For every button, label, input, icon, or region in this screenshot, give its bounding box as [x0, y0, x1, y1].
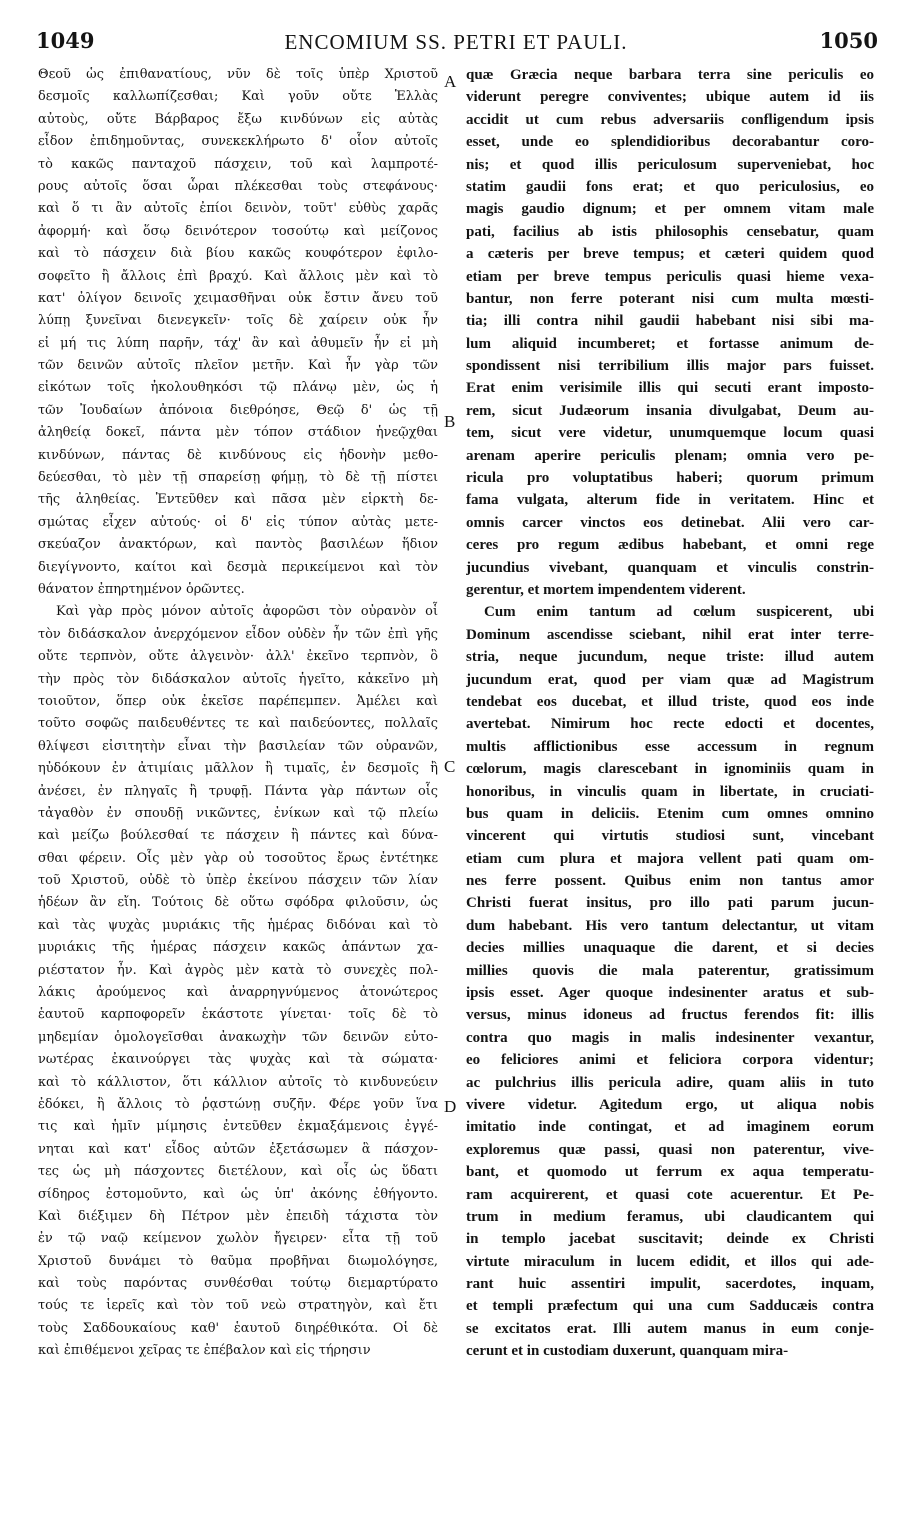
text-line: lum aliquid incumberet; et fortasse animum de-: [466, 335, 874, 352]
text-line: τῆς ἀληθείας. Ἐντεῦθεν καὶ πᾶσα μὲν εἱρκτὴ δε-: [38, 492, 438, 508]
text-line: bus quam in deliciis. Etenim cum omnes omnino: [466, 805, 874, 822]
text-line: ipsis esset. Ager quoque indesinenter aratus et sub-: [466, 985, 874, 1002]
running-title: ENCOMIUM SS. PETRI ET PAULI.: [284, 30, 628, 54]
text-line: esset, unde eo splendidioribus decorabantur coro-: [466, 134, 874, 151]
text-line: tem, sicut vere videtur, unumquemque locum quasi: [466, 425, 874, 442]
text-line: θάνατον ἐπηρτημένον ὁρῶντες.: [38, 581, 245, 597]
text-line: κινδύνων, πάντας δὲ κινδύνους εἰς ἡδονὴν μεθο-: [38, 447, 438, 463]
text-line: trum in medium feramus, ubi claudicantem qui: [466, 1208, 874, 1225]
text-line: ηὐδόκουν ἐν ἀτιμίαις μᾶλλον ἢ τιμαῖς, ἐν δεσμοῖς ἢ: [38, 761, 438, 777]
page-number-right: 1050: [819, 28, 878, 53]
text-line: dum habebant. His vero tantum delectantur, ut vitam: [466, 917, 874, 934]
text-line: ἀληθείᾳ δοκεῖ, πάντα μὲν τόπον στάδιον ἡνεῷχθαι: [38, 425, 438, 441]
text-line: τῶν δεινῶν αὐτοῖς πλεῖον μετῆν. Καὶ ἦν γὰρ τῶν: [38, 358, 438, 374]
text-line: Dominum ascendisse sciebant, nihil erat inter terre-: [466, 626, 874, 643]
text-line: εἶδον ἐπιδημοῦντας, συνεκεκλήρωτο δ' οἷον αὐτοῖς: [38, 134, 438, 150]
text-line: imitatio inde contingat, et ad imaginem eorum: [466, 1119, 874, 1136]
running-header: [30, 28, 882, 62]
text-line: gerentur, et mortem impendentem viderent.: [466, 581, 746, 598]
text-line: quæ Græcia neque barbara terra sine periculis eo: [466, 67, 874, 83]
text-line: ἐδόκει, ἢ ἄλλοις τὸ ῥᾳστώνῃ συζῆν. Φέρε γοῦν ἵνα: [38, 1096, 438, 1112]
text-line: Χριστοῦ δυνάμει τὸ θαῦμα προβῆναι διωμολόγησε,: [38, 1253, 438, 1269]
text-line: εἰ μή τις λύπη παρῆν, τάχ' ἂν καὶ ἀθυμεῖν ἦν εἰ μὴ: [38, 335, 438, 351]
margin-marker-c: C: [444, 757, 456, 776]
text-line: τούς τε ἱερεῖς καὶ τὸν τοῦ νεὼ στρατηγὸν, καὶ ἔτι: [38, 1298, 438, 1314]
margin-marker-d: D: [444, 1097, 457, 1116]
text-line: spondissent nisi terribilium illis major pars fuisset.: [466, 358, 874, 375]
text-line: tendebat eos ducebat, et illud triste, quod eos inde: [466, 693, 874, 710]
text-line: τοῦ Χριστοῦ, οὐδὲ τὸ ὑπὲρ ἐκείνου πάσχειν τῶν λίαν: [38, 873, 438, 889]
text-line: αὐτοὺς, οὔτε Βάρβαρος ἔξω κινδύνων εἰς αὐτὰς: [38, 111, 438, 127]
text-line: τὸν διδάσκαλον ἀνερχόμενον εἶδον οὐδὲν ἦν τῶν ἐπὶ γῆς: [38, 626, 438, 642]
text-line: λύπῃ ξυνεῖναι διενεγκεῖν· τοῖς δὲ χαίρειν οὐκ ἦν: [38, 313, 438, 329]
text-line: τοῦτο σοφῶς παιδευθέντες τε καὶ παιδεύοντες, πολλαῖς: [38, 716, 438, 732]
text-line: bantur, non ferre poterant nisi cum multa mœsti-: [466, 290, 874, 307]
text-line: se excitatos erat. Illi autem manus in eum conje-: [466, 1320, 874, 1337]
text-line: Erat enim verisimile illis qui secuti erant imposto-: [466, 380, 874, 397]
text-line: τὸ κακῶς πανταχοῦ πάσχειν, τοῦ καὶ λαμπροτέ-: [38, 156, 438, 172]
text-line: σίδηρος ἐστομοῦντο, καὶ ὡς ὑπ' ἀκόνης ἐθήγοντο.: [38, 1186, 438, 1202]
text-line: arenam aperire periculis plenam; omnia vero pe-: [466, 447, 874, 464]
text-line: tia; illi contra nihil gaudii habebant nisi sibi ma-: [466, 313, 874, 330]
text-line: μυριάκις τῆς ἡμέρας πάσχειν κακῶς ἁπάντων χα-: [38, 940, 438, 956]
text-line: ἀφορμή· καὶ ὅσῳ δεινότερον τοσούτῳ καὶ μείζονος: [38, 223, 438, 239]
text-line: ram acquirerent, et quasi cote acuerentur. Et Pe-: [466, 1186, 874, 1203]
text-line: νηται καὶ κατ' εἶδος αὐτῶν ἐξετάσωμεν ἃ πάσχον-: [38, 1141, 438, 1157]
text-line: multis afflictionibus esse accessum in regnum: [466, 738, 874, 755]
text-line: vivere videtur. Agitedum ergo, ut aliqua nobis: [466, 1096, 874, 1113]
text-line: avertebat. Nimirum hoc recte edocti et docentes,: [466, 716, 874, 733]
text-line: σκεύαζον ἀνακτόρων, καὶ παντὸς βασιλέων ἥδιον: [38, 537, 438, 553]
text-line: θλίψεσι εἰσιτητὴν εἶναι τὴν βασιλείαν τῶν οὐρανῶν,: [38, 738, 438, 754]
text-line: versus, minus idoneus ad fructus ferendos fit: illis: [466, 1007, 874, 1024]
text-line: καὶ τοὺς παρόντας συνθέσθαι τούτῳ διεμαρτύρατο: [38, 1276, 438, 1292]
text-line: τις καὶ ἡμῖν μίμησις ἐντεῦθεν ἐκμαξάμενοις ἐγγέ-: [38, 1119, 438, 1135]
text-line: rant huic assentiri impulit, sacerdotes, inquam,: [466, 1276, 874, 1293]
text-line: virtute miraculum in lucem edidit, et illos qui ade-: [466, 1253, 874, 1270]
text-line: honoribus, in vinculis quam in libertate, in cruciati-: [466, 783, 874, 800]
text-line: ἐν τῷ ναῷ κείμενον χωλὸν ἤγειρεν· εἶτα τῇ τοῦ: [38, 1231, 438, 1247]
text-line: διεγίγνοντο, καίτοι καὶ δεσμὰ περικείμενοι καὶ τὸν: [38, 559, 438, 575]
text-line: οὔτε τερπνὸν, οὔτε ἀλγεινὸν· ἀλλ' ἐκεῖνο τερπνὸν, ὃ: [38, 649, 438, 665]
text-line: μηδεμίαν ὁμολογεῖσθαι ἀνακωχὴν τῶν δεινῶν εὐτο-: [38, 1029, 438, 1045]
text-line: ricula pro voluptatibus haberi; quorum primum: [466, 470, 874, 487]
text-line: τοὺς Σαδδουκαίους καθ' ἑαυτοῦ διηρέθικότα. Οἱ δὲ: [38, 1320, 438, 1336]
text-line: καὶ τὸ κάλλιστον, ὅτι κάλλιον αὐτοῖς τὸ κινδυνεύειν: [38, 1074, 438, 1090]
text-line: eo feliciores animi et feliciora corpora videntur;: [466, 1052, 874, 1069]
text-line: καὶ ὅ τι ἂν αὐτοῖς ἐπίοι δεινὸν, τοῦτ' εὐθὺς χαρᾶς: [38, 201, 438, 217]
text-line: κατ' ὀλίγον δεινοῖς χειμασθῆναι οὐκ ἔστιν ἄνευ τοῦ: [38, 290, 438, 306]
text-line: ρους αὐτοῖς ὅσαι ὧραι πλέκεσθαι τοὺς στεφάνους·: [38, 178, 438, 194]
text-line: pati, facilius ab istis philosophis censebatur, quam: [466, 223, 874, 240]
text-line: τῶν Ἰουδαίων ἀπόνοια διεθρόησε, Θεῷ δ' ὡς τῇ: [38, 402, 438, 418]
text-line: καὶ μείζω βούλεσθαί τε πάσχειν ἢ πάντες καὶ δύνα-: [38, 828, 438, 844]
text-line: accidit ut cum rebus adversariis confligendum ipsis: [466, 111, 874, 128]
text-line: in templo jacebat suscitavit; deinde ex Christi: [466, 1231, 874, 1248]
text-line: σοφεῖτο ἢ ἄλλοις ἐπὶ βραχύ. Καὶ ἄλλοις μὲν καὶ τὸ: [38, 268, 438, 284]
text-line: τες ὡς μὴ πάσχοντες διετέλουν, καὶ οἷς ὡς ὕδατι: [38, 1164, 438, 1180]
text-line: magis gaudio dignum; et per omnem vitam male: [466, 201, 874, 218]
text-line: καὶ τὸ πάσχειν διὰ βίου κακῶς κουφότερον ἐφιλο-: [38, 246, 438, 262]
text-line: Christi fuerat insitus, pro illo pati parum jucun-: [466, 895, 874, 912]
text-line: statim gaudii fons erat; et quo periculosius, eo: [466, 178, 874, 195]
text-line: decies millies unaquaque die darent, et si decies: [466, 940, 874, 957]
text-line: a cæteris per breve tempus; et cæteri quidem quod: [466, 246, 874, 263]
text-line: λάκις ἀρούμενος καὶ ἀναρρηγνύμενος ἀτονώτερος: [38, 985, 438, 1001]
text-line: ac pulchrius illis pericula adire, quam aliis in tuto: [466, 1074, 874, 1091]
text-line: καὶ τὰς ψυχὰς μυριάκις τῆς ἡμέρας διδόναι καὶ τὸ: [38, 917, 438, 933]
text-line: Καὶ γὰρ πρὸς μόνον αὐτοῖς ἀφορῶσι τὸν οὐρανὸν οἷ: [56, 604, 438, 620]
text-line: et templi præfectum qui una cum Sadducæis contra: [466, 1298, 874, 1315]
text-line: Θεοῦ ὡς ἐπιθανατίους, νῦν δὲ τοῖς ὑπὲρ Χριστοῦ: [38, 67, 438, 82]
text-line: nis; et quod illis periculosum superveniebat, hoc: [466, 156, 874, 173]
text-line: cœlorum, magis clarescebant in ignominiis quam in: [466, 761, 874, 778]
text-line: contra quo magis in malis indesinenter vexantur,: [466, 1029, 874, 1046]
text-line: εἰκότων τοῖς ἠκολουθηκόσι τῷ πλάνῳ μὲν, ὡς ἡ: [38, 380, 438, 396]
text-line: nes ferre possent. Quibus enim non tantus amor: [466, 873, 874, 890]
margin-marker-b: B: [444, 412, 456, 431]
text-line: etiam cum plura et majora vellent pati quam om-: [466, 850, 874, 867]
text-line: exploremus quæ passi, quasi non paterentur, vive-: [466, 1141, 874, 1158]
text-line: ἀνέσει, ἐν πληγαῖς ἢ τρυφῇ. Πάντα γὰρ πάντων οἷς: [38, 783, 438, 799]
text-line: etiam per breve tempus periculis quasi hieme vexa-: [466, 268, 874, 285]
text-line: jucundius vivebant, quanquam et vinculis constrin-: [466, 559, 874, 576]
text-line: νωτέρας ἐκαινούργει τὰς ψυχὰς καὶ τὰ σώματα·: [38, 1052, 438, 1068]
text-line: stria, neque jucundum, neque triste: illud autem: [466, 649, 874, 666]
text-line: jucundum erat, quod per viam quæ ad Magistrum: [466, 671, 874, 688]
text-line: cerunt et in custodiam duxerunt, quanquam mira-: [466, 1343, 789, 1360]
text-line: fama vulgata, alterum fide in veritatem. Hinc et: [466, 492, 874, 509]
text-line: ριέστατον ἦν. Καὶ ἀγρὸς μὲν κατὰ τὸ συνεχὲς πολ-: [38, 962, 438, 978]
text-line: σμώτας εἶχεν αὐτούς· οἱ δ' εἰς τύπον αὐτὰς μετε-: [38, 514, 438, 530]
text-line: Καὶ διέξιμεν δὴ Πέτρον μὲν ἐπειδὴ τάχιστα τὸν: [38, 1208, 438, 1224]
greek-text-column: [38, 64, 438, 1363]
text-line: σθαι φέρειν. Οἷς μὲν γὰρ οὐ τοσοῦτος ἔρως ἐντέτηκε: [38, 850, 438, 866]
text-line: rem, sicut Judæorum insania divulgabat, Deum au-: [466, 402, 874, 419]
text-line: Cum enim tantum ad cœlum suspicerent, ubi: [484, 604, 874, 621]
text-line: ceres pro regum ædibus habebant, et omni rege: [466, 537, 874, 554]
text-line: δεσμοῖς καλλωπίζεσθαι; Καὶ γοῦν οὔτε Ἑλλὰς: [38, 89, 438, 105]
page-number-left: 1049: [36, 28, 95, 53]
text-line: millies quovis die mala paterentur, gratissimum: [466, 962, 874, 979]
text-line: viderunt peregre conviventes; ubique autem id iis: [466, 89, 874, 106]
margin-marker-a: A: [444, 72, 457, 91]
text-line: τὴν πρὸς τὸν διδάσκαλον αὐτοῖς ἡγεῖτο, κἀκεῖνο μὴ: [38, 671, 438, 687]
text-line: bant, et quomodo ut ferrum ex aqua temperatu-: [466, 1164, 874, 1181]
text-line: omnis carcer vinctos eos detinebat. Alii vero car-: [466, 514, 874, 531]
text-line: καὶ ἐπιθέμενοι χεῖρας τε ἐπέβαλον καὶ εἰς τήρησιν: [38, 1343, 371, 1359]
text-line: ἑαυτοῦ καρποφορεῖν ἑκάστοτε γίνεται· τοῖς δὲ τὸ: [38, 1007, 438, 1023]
text-line: τοιοῦτον, ὅπερ οὐκ ἐκεῖσε παρέπεμπεν. Ἀμέλει καὶ: [38, 693, 438, 709]
text-line: ἡδέων ἂν εἴη. Τούτοις δὲ οὕτω σφόδρα φιλοῦσιν, ὡς: [38, 895, 438, 911]
text-line: vincerent qui virtutis studiosi sunt, vincebant: [466, 828, 874, 845]
text-line: δεύεσθαι, τὸ μὲν τῇ σπαρείσῃ φήμῃ, τὸ δὲ τῇ πίστει: [38, 470, 438, 486]
text-line: τἀγαθὸν ἐν σπουδῇ νικῶντες, ἐνίκων καὶ τῷ πλείω: [38, 805, 438, 821]
latin-text-column: [466, 64, 874, 1363]
